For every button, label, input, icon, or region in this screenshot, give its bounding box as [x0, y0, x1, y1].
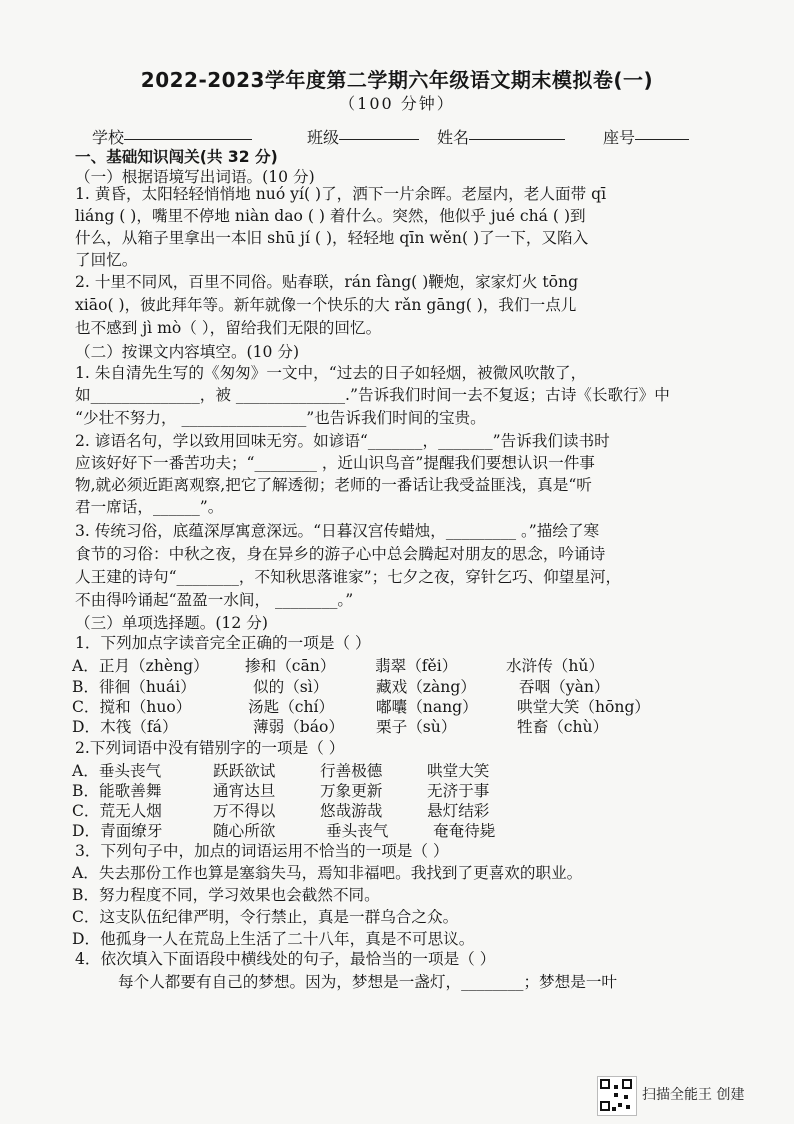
- question-2-stem: 2.下列词语中没有错别字的一项是（ ）: [75, 739, 345, 757]
- q2-option-c-3: 悠哉游哉: [320, 802, 383, 820]
- q2-option-b-1[interactable]: B．能歌善舞: [72, 782, 162, 800]
- q2-option-d-4: 奄奄待毙: [433, 822, 496, 840]
- q1-option-a-1[interactable]: A．正月（zhèng）: [72, 657, 209, 675]
- q3-option-a[interactable]: A．失去那份工作也算是塞翁失马，焉知非福吧。我找到了更喜欢的职业。: [72, 864, 583, 882]
- q2-option-a-2: 跃跃欲试: [213, 762, 276, 780]
- text-line: 应该好好下一番苦功夫；“________ ，近山识鸟音”提醒我们要想认识一件事: [75, 454, 595, 472]
- q1-option-b-1[interactable]: B．徘徊（huái）: [72, 678, 196, 696]
- part-2-heading: （二）按课文内容填空。(10 分): [75, 343, 300, 361]
- qr-code-icon: [597, 1076, 637, 1116]
- q2-option-b-3: 万象更新: [320, 782, 383, 800]
- q1-option-c-1[interactable]: C．搅和（huo）: [72, 698, 192, 716]
- q2-option-c-4: 悬灯结彩: [427, 802, 490, 820]
- text-line: 食节的习俗：中秋之夜，身在异乡的游子心中总会腾起对朋友的思念，吟诵诗: [75, 545, 606, 563]
- q1-option-a-4: 水浒传（hǔ）: [506, 657, 605, 675]
- q2-option-b-4: 无济于事: [427, 782, 490, 800]
- q1-option-c-4: 哄堂大笑（hōng）: [517, 698, 651, 716]
- text-line: liáng ( )，嘴里不停地 niàn dao ( ) 着什么。突然，他似乎 jué chá ( )到: [75, 207, 586, 225]
- question-4-stem: 4．依次填入下面语段中横线处的句子，最恰当的一项是（ ）: [75, 950, 496, 968]
- q2-option-b-2: 通宵达旦: [213, 782, 276, 800]
- text-line: 1. 黄昏，太阳轻轻悄悄地 nuó yí( )了，洒下一片余晖。老屋内，老人面带 qī: [75, 185, 607, 203]
- q2-option-d-2: 随心所欲: [213, 822, 276, 840]
- q2-option-c-1[interactable]: C．荒无人烟: [72, 802, 162, 820]
- q2-option-d-1[interactable]: D．青面缭牙: [72, 822, 163, 840]
- question-4-passage: 每个人都要有自己的梦想。因为，梦想是一盏灯，________；梦想是一叶: [118, 973, 618, 991]
- q3-option-b[interactable]: B．努力程度不同，学习效果也会截然不同。: [72, 886, 380, 904]
- class-label: 班级: [307, 128, 340, 147]
- q3-option-d[interactable]: D．他孤身一人在荒岛上生活了二十八年，真是不可思议。: [72, 930, 475, 948]
- text-line: xiāo( )，彼此拜年等。新年就像一个快乐的大 rǎn gāng( )，我们一点儿: [75, 296, 577, 314]
- exam-title: 2022-2023学年度第二学期六年级语文期末模拟卷(一): [140, 68, 654, 92]
- text-line: 人王建的诗句“________，不知秋思落谁家”；七夕之夜，穿针乞巧、仰望星河，: [75, 568, 622, 586]
- name-field[interactable]: [437, 125, 469, 148]
- class-field[interactable]: [307, 125, 339, 148]
- part-1-heading: （一）根据语境写出词语。(10 分): [75, 168, 315, 186]
- text-line: 君一席话，______”。: [75, 498, 224, 516]
- q1-option-c-3: 嘟囔（nang）: [376, 698, 478, 716]
- q1-option-d-3: 栗子（sù）: [376, 718, 457, 736]
- section-1-heading: 一、基础知识闯关(共 32 分): [75, 148, 278, 166]
- q1-option-b-2: 似的（sì）: [253, 678, 329, 696]
- name-label: 姓名: [437, 128, 470, 147]
- text-line: 3. 传统习俗，底蕴深厚寓意深远。“日暮汉宫传蜡烛，_________ 。”描绘了寒: [75, 522, 600, 540]
- q2-option-a-1[interactable]: A．垂头丧气: [72, 762, 162, 780]
- q1-option-a-3: 翡翠（fěi）: [375, 657, 458, 675]
- seat-field[interactable]: [603, 125, 635, 148]
- q1-option-d-4: 牲畜（chù）: [517, 718, 609, 736]
- text-line: 2. 十里不同风，百里不同俗。贴春联，rán fàng( )鞭炮，家家灯火 tōng: [75, 273, 579, 291]
- part-3-heading: （三）单项选择题。(12 分): [75, 614, 268, 632]
- q2-option-c-2: 万不得以: [213, 802, 276, 820]
- exam-duration: （100 分钟）: [339, 94, 455, 113]
- q1-option-d-1[interactable]: D．木筏（fá）: [72, 718, 178, 736]
- text-line: 不由得吟诵起“盈盈一水间， ________。”: [75, 591, 354, 609]
- question-1-stem: 1．下列加点字读音完全正确的一项是（ ）: [75, 634, 371, 652]
- q2-option-a-3: 行善极德: [320, 762, 383, 780]
- q1-option-c-2: 汤匙（chí）: [248, 698, 335, 716]
- text-line: 了回忆。: [75, 251, 138, 269]
- seat-label: 座号: [603, 128, 636, 147]
- q1-option-b-4: 吞咽（yàn）: [519, 678, 610, 696]
- question-3-stem: 3．下列句子中，加点的词语运用不恰当的一项是（ ）: [75, 842, 449, 860]
- q2-option-d-3: 垂头丧气: [326, 822, 389, 840]
- text-line: 如______________，被 ______________.”告诉我们时间一去不复返；古诗《长歌行》中: [75, 386, 670, 404]
- q1-option-a-2: 掺和（cān）: [245, 657, 336, 675]
- q2-option-a-4: 哄堂大笑: [427, 762, 490, 780]
- q1-option-b-3: 藏戏（zàng）: [376, 678, 476, 696]
- q3-option-c[interactable]: C．这支队伍纪律严明，令行禁止，真是一群乌合之众。: [72, 908, 459, 926]
- text-line: 物,就必须近距离观察,把它了解透彻；老师的一番话让我受益匪浅，真是“听: [75, 476, 592, 494]
- text-line: 什么，从箱子里拿出一本旧 shū jí ( )，轻轻地 qīn wěn( )了一下，又陷入: [75, 229, 589, 247]
- school-field[interactable]: [92, 125, 124, 148]
- text-line: 1. 朱自清先生写的《匆匆》一文中，“过去的日子如轻烟，被微风吹散了，: [75, 364, 587, 382]
- text-line: 2. 谚语名句，学以致用回味无穷。如谚语“_______，_______”告诉我们读书时: [75, 432, 610, 450]
- q1-option-d-2: 薄弱（báo）: [253, 718, 345, 736]
- text-line: 也不感到 jì mò（ ），留给我们无限的回忆。: [75, 319, 382, 337]
- text-line: “少壮不努力， ________________”也告诉我们时间的宝贵。: [75, 409, 486, 427]
- school-label: 学校: [92, 128, 125, 147]
- scanner-watermark: 扫描全能王 创建: [642, 1087, 745, 1103]
